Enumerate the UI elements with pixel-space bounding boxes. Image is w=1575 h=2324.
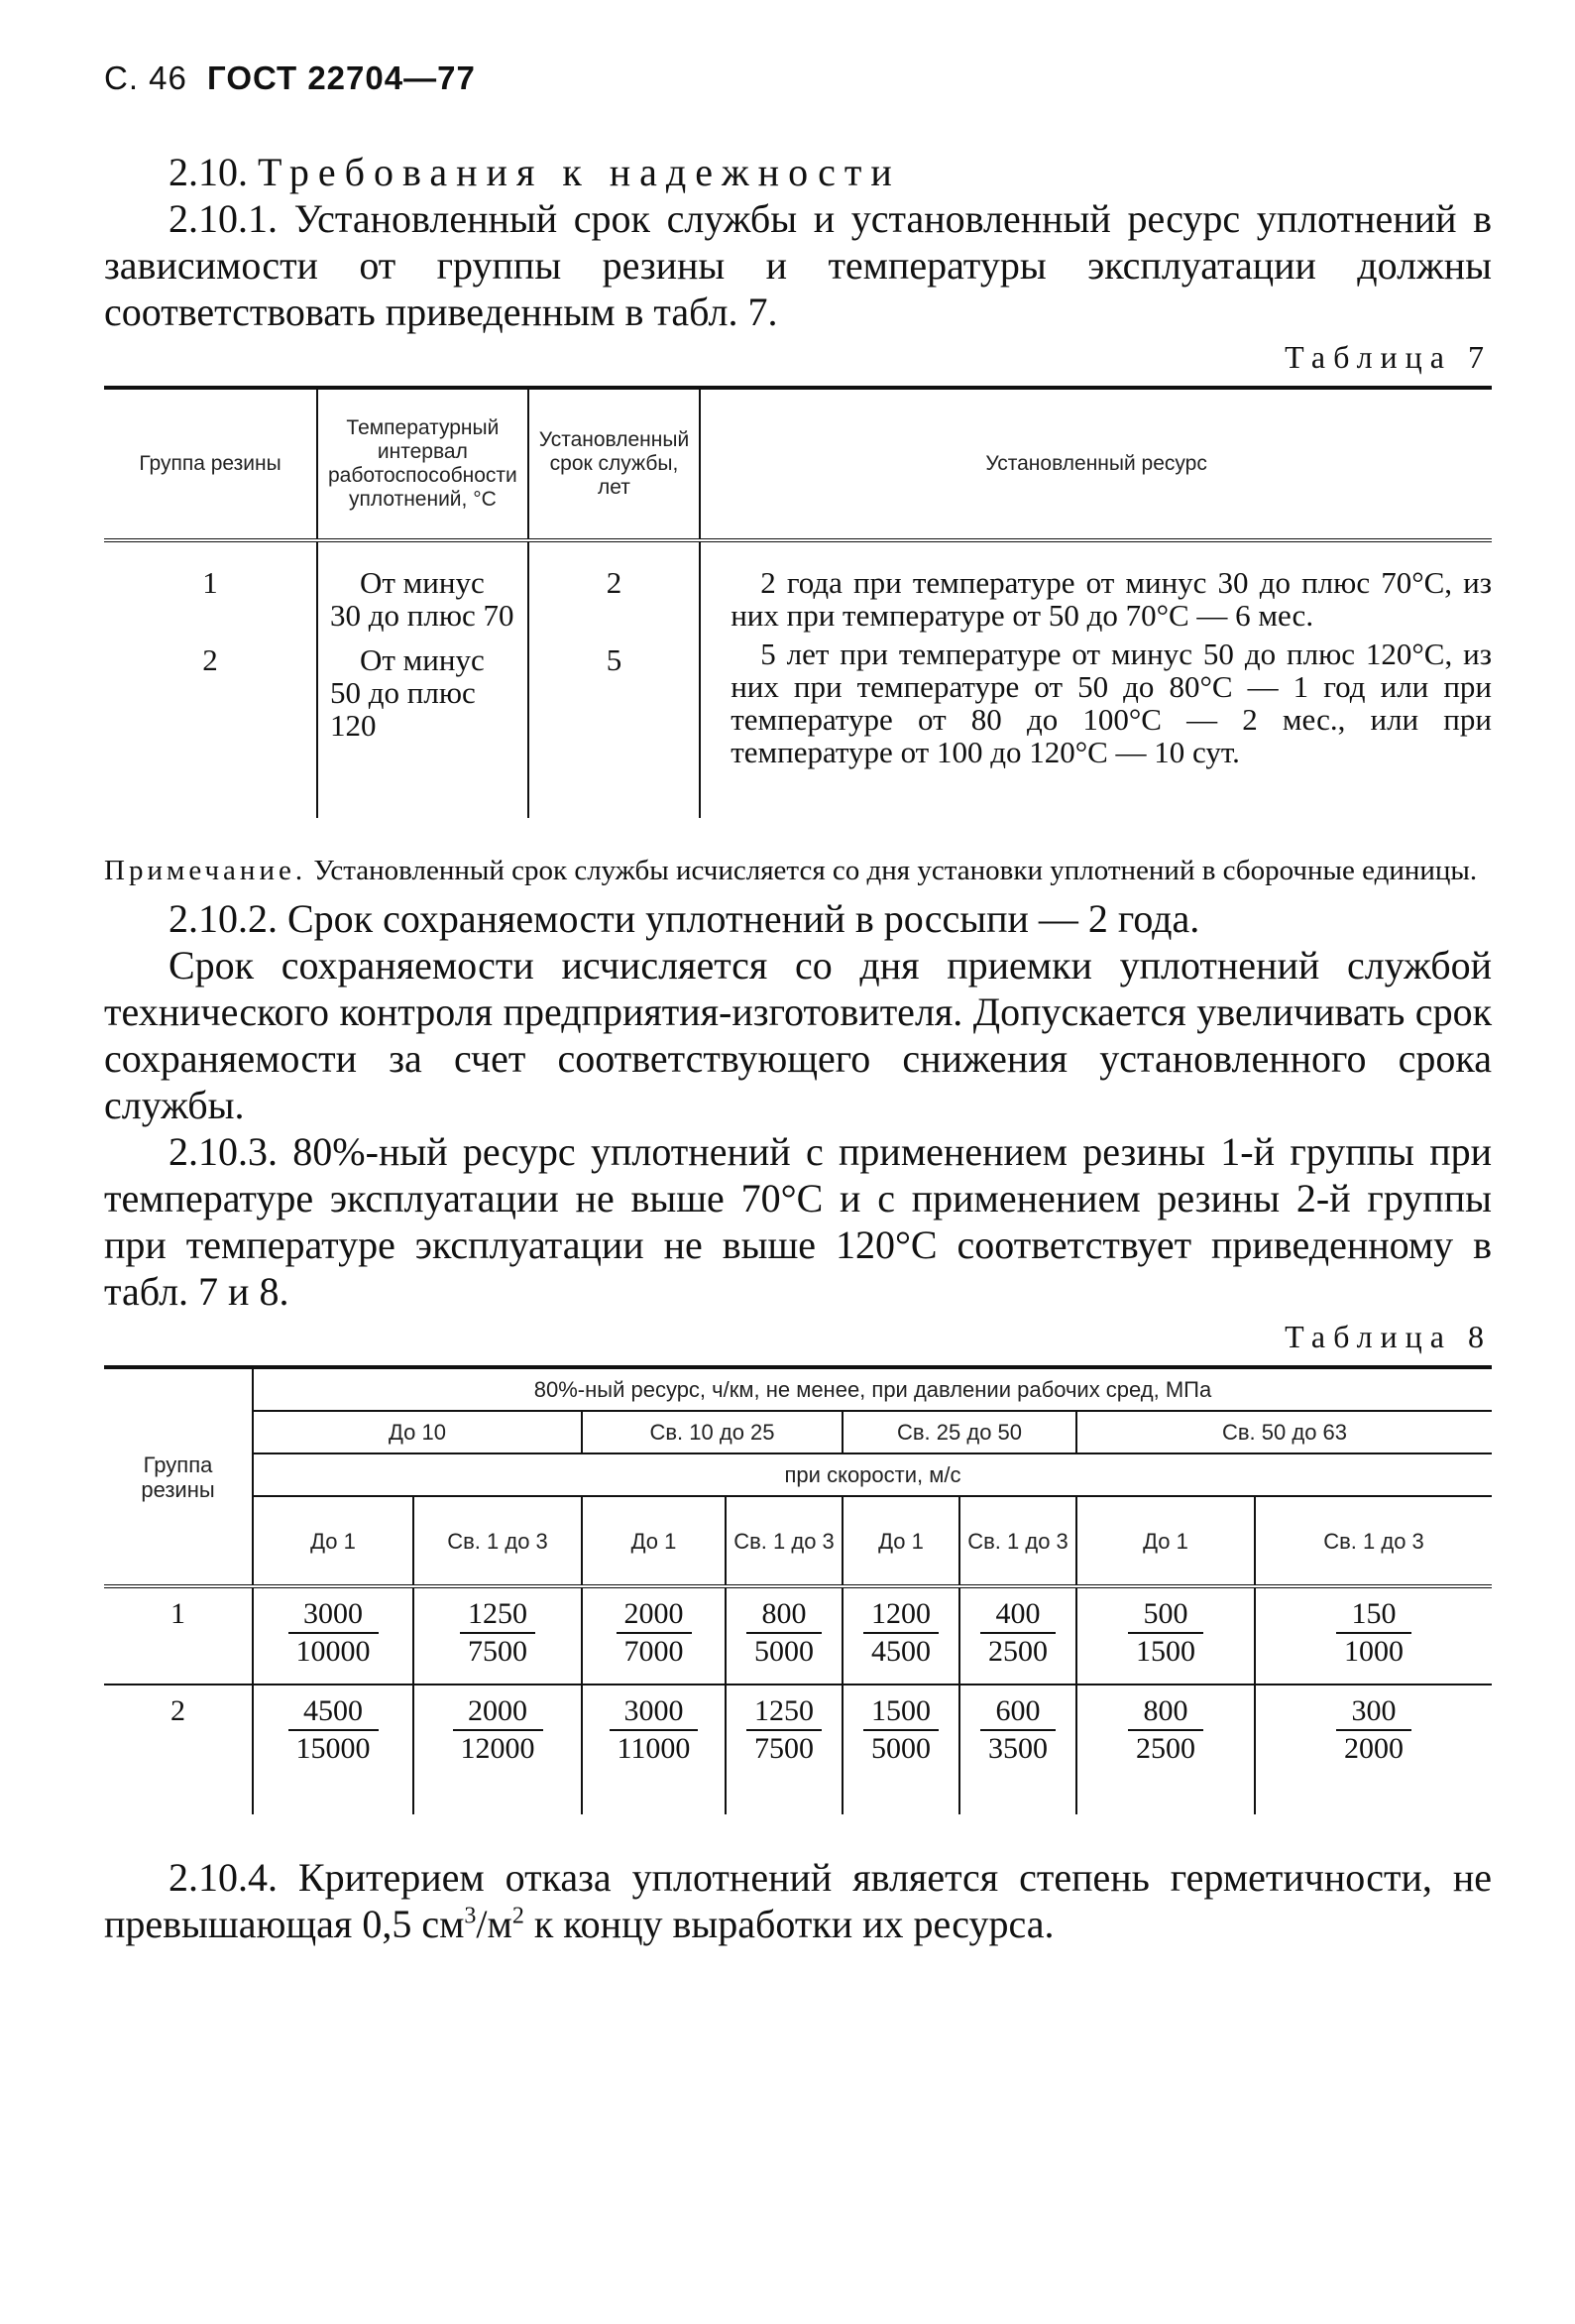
- note-label: Примечание.: [104, 855, 307, 886]
- table8: [104, 1365, 1492, 1814]
- table7-row: [104, 540, 1492, 638]
- fraction-denominator: 15000: [295, 1732, 371, 1765]
- standard-code: ГОСТ 22704—77: [207, 59, 476, 96]
- section-title: Требования к надежности: [258, 150, 901, 194]
- table7-life: 5: [528, 638, 700, 818]
- fraction: [746, 1695, 822, 1765]
- table8-value-cell: [253, 1586, 413, 1685]
- fraction: [1128, 1598, 1203, 1668]
- fraction: [288, 1695, 379, 1765]
- table8-header-pressure: Св. 10 до 25: [582, 1411, 843, 1453]
- table8-group: 2: [170, 1694, 185, 1727]
- fraction-numerator: 1200: [863, 1598, 939, 1634]
- fraction: [617, 1598, 692, 1668]
- fraction-numerator: 150: [1336, 1598, 1411, 1634]
- table8-speed-cell: Св. 1 до 3: [726, 1496, 843, 1586]
- fraction-numerator: 3000: [610, 1695, 699, 1731]
- table7-header-group: Группа резины: [104, 388, 317, 540]
- paragraph-2-10-2: 2.10.2. Срок сохраняемости уплотнений в россыпи — 2 года.: [169, 896, 1200, 941]
- fraction: [1336, 1598, 1411, 1668]
- paragraph-2-10-3: 2.10.3. 80%-ный ресурс уплотнений с применением резины 1-й группы при температуре эксплуатации не выше 70°С и с применением резины 2-й группы при температуре эксплуатации не выше 120°С соответствует приведенному в табл. 7 и 8.: [104, 1129, 1492, 1314]
- table8-caption: Таблица 8: [1285, 1319, 1492, 1354]
- fraction-denominator: 5000: [871, 1732, 931, 1765]
- fraction-numerator: 1500: [863, 1695, 939, 1731]
- fraction-numerator: 4500: [288, 1695, 379, 1731]
- fraction: [1336, 1695, 1411, 1765]
- fraction-denominator: 10000: [295, 1635, 371, 1668]
- table7-group: 2: [202, 642, 218, 677]
- paragraph-shelf-life: Срок сохраняемости исчисляется со дня приемки уплотнений службой технического контроля предприятия-изготовителя. Допускается увеличивать срок сохраняемости за счет соответствующего снижения установленного срока службы.: [104, 943, 1492, 1127]
- fraction-denominator: 11000: [617, 1732, 691, 1765]
- fraction-denominator: 4500: [871, 1635, 931, 1668]
- paragraph-2-10-4: [104, 1854, 1492, 1947]
- table8-value-cell: [959, 1586, 1076, 1685]
- fraction-denominator: 7000: [623, 1635, 684, 1668]
- fraction: [1128, 1695, 1203, 1765]
- p5-text-a: 2.10.4. Критерием отказа уплотнений является степень герметичности, не превышающая 0,5 см: [104, 1855, 1492, 1946]
- table8-value-cell: [1076, 1685, 1255, 1814]
- table8-value-cell: [582, 1685, 726, 1814]
- fraction: [453, 1695, 543, 1765]
- table8-value-cell: [843, 1685, 959, 1814]
- table8-speed-cell: До 1: [1076, 1496, 1255, 1586]
- table8-speed-cell: Св. 1 до 3: [959, 1496, 1076, 1586]
- table8-value-cell: [726, 1685, 843, 1814]
- fraction: [863, 1598, 939, 1668]
- table7-life: 2: [528, 540, 700, 638]
- fraction: [980, 1598, 1056, 1668]
- table8-speed-cell: Св. 1 до 3: [413, 1496, 582, 1586]
- fraction-numerator: 800: [1128, 1695, 1203, 1731]
- note-text: Установленный срок службы исчисляется со дня установки уплотнений в сборочные единицы.: [313, 855, 1478, 886]
- table7-header-row: [104, 388, 1492, 540]
- table8-speed-cell: До 1: [582, 1496, 726, 1586]
- table8-row: [104, 1586, 1492, 1685]
- table8-speed-cell: До 1: [843, 1496, 959, 1586]
- table8-row: [104, 1685, 1492, 1814]
- section-number: 2.10.: [169, 150, 248, 194]
- fraction-numerator: 2000: [617, 1598, 692, 1634]
- table7-group: 1: [202, 565, 218, 600]
- fraction-numerator: 300: [1336, 1695, 1411, 1731]
- table7-interval: От минус 50 до плюс 120: [317, 638, 528, 818]
- fraction-numerator: 1250: [460, 1598, 535, 1634]
- fraction-denominator: 3500: [988, 1732, 1048, 1765]
- fraction-denominator: 2000: [1344, 1732, 1404, 1765]
- table7: [104, 386, 1492, 818]
- table8-speed-cell: Св. 1 до 3: [1255, 1496, 1492, 1586]
- fraction: [610, 1695, 699, 1765]
- table8-value-cell: [1255, 1586, 1492, 1685]
- table7-resource: 2 года при температуре от минус 30 до плюс 70°С, из них при температуре от 50 до 70°С — 6 мес.: [700, 540, 1492, 638]
- table8-header-pressure: Св. 25 до 50: [843, 1411, 1076, 1453]
- page-header: [104, 59, 1492, 97]
- table8-value-cell: [1255, 1685, 1492, 1814]
- fraction-denominator: 1000: [1344, 1635, 1404, 1668]
- table8-header-group: Группа резины: [141, 1452, 215, 1502]
- table8-value-cell: [582, 1586, 726, 1685]
- fraction-numerator: 1250: [746, 1695, 822, 1731]
- table8-header-pressure: Св. 50 до 63: [1076, 1411, 1492, 1453]
- fraction-numerator: 500: [1128, 1598, 1203, 1634]
- fraction-numerator: 800: [746, 1598, 822, 1634]
- fraction-denominator: 12000: [460, 1732, 535, 1765]
- table8-group: 1: [170, 1597, 185, 1630]
- fraction: [980, 1695, 1056, 1765]
- p5-sup-3: 3: [464, 1903, 477, 1929]
- page-number: С. 46: [104, 59, 187, 96]
- table7-row: [104, 638, 1492, 818]
- fraction-numerator: 3000: [288, 1598, 379, 1634]
- table8-speed-cell: До 1: [253, 1496, 413, 1586]
- table8-header-main: 80%-ный ресурс, ч/км, не менее, при давлении рабочих сред, МПа: [253, 1367, 1492, 1411]
- table7-header-interval: Температурный интервал работоспособности уплотнений, °С: [317, 388, 528, 540]
- table8-value-cell: [959, 1685, 1076, 1814]
- table8-value-cell: [253, 1685, 413, 1814]
- section-heading: [169, 149, 1492, 195]
- fraction-denominator: 1500: [1136, 1635, 1195, 1668]
- fraction-denominator: 2500: [1136, 1732, 1195, 1765]
- fraction-denominator: 5000: [754, 1635, 814, 1668]
- table8-value-cell: [843, 1586, 959, 1685]
- table8-header-speed: при скорости, м/с: [253, 1453, 1492, 1496]
- table7-note: [104, 854, 1492, 887]
- table7-header-resource: Установленный ресурс: [700, 388, 1492, 540]
- fraction-numerator: 600: [980, 1695, 1056, 1731]
- table7-header-life: Установленный срок службы, лет: [528, 388, 700, 540]
- table8-value-cell: [726, 1586, 843, 1685]
- table8-value-cell: [1076, 1586, 1255, 1685]
- table7-interval: От минус 30 до плюс 70: [317, 540, 528, 638]
- table7-caption: Таблица 7: [1285, 339, 1492, 375]
- p5-sup-2: 2: [511, 1903, 524, 1929]
- document-page: [104, 59, 1492, 1947]
- fraction-denominator: 2500: [988, 1635, 1048, 1668]
- fraction-denominator: 7500: [754, 1732, 814, 1765]
- p5-text-c: к концу выработки их ресурса.: [523, 1902, 1055, 1946]
- table8-value-cell: [413, 1685, 582, 1814]
- table8-value-cell: [413, 1586, 582, 1685]
- fraction: [746, 1598, 822, 1668]
- fraction-numerator: 400: [980, 1598, 1056, 1634]
- table7-resource: 5 лет при температуре от минус 50 до плюс 120°С, из них при температуре от 50 до 80°С — 1 год или при температуре от 80 до 100°С — 2 мес., или при температуре от 100 до 120°С — 10 сут.: [700, 638, 1492, 818]
- fraction-numerator: 2000: [453, 1695, 543, 1731]
- fraction: [288, 1598, 379, 1668]
- paragraph-2-10-1: 2.10.1. Установленный срок службы и установленный ресурс уплотнений в зависимости от группы резины и температуры эксплуатации должны соответствовать приведенным в табл. 7.: [104, 196, 1492, 334]
- fraction: [460, 1598, 535, 1668]
- p5-text-b: /м: [476, 1902, 512, 1946]
- fraction-denominator: 7500: [468, 1635, 527, 1668]
- fraction: [863, 1695, 939, 1765]
- table8-header-pressure: До 10: [253, 1411, 582, 1453]
